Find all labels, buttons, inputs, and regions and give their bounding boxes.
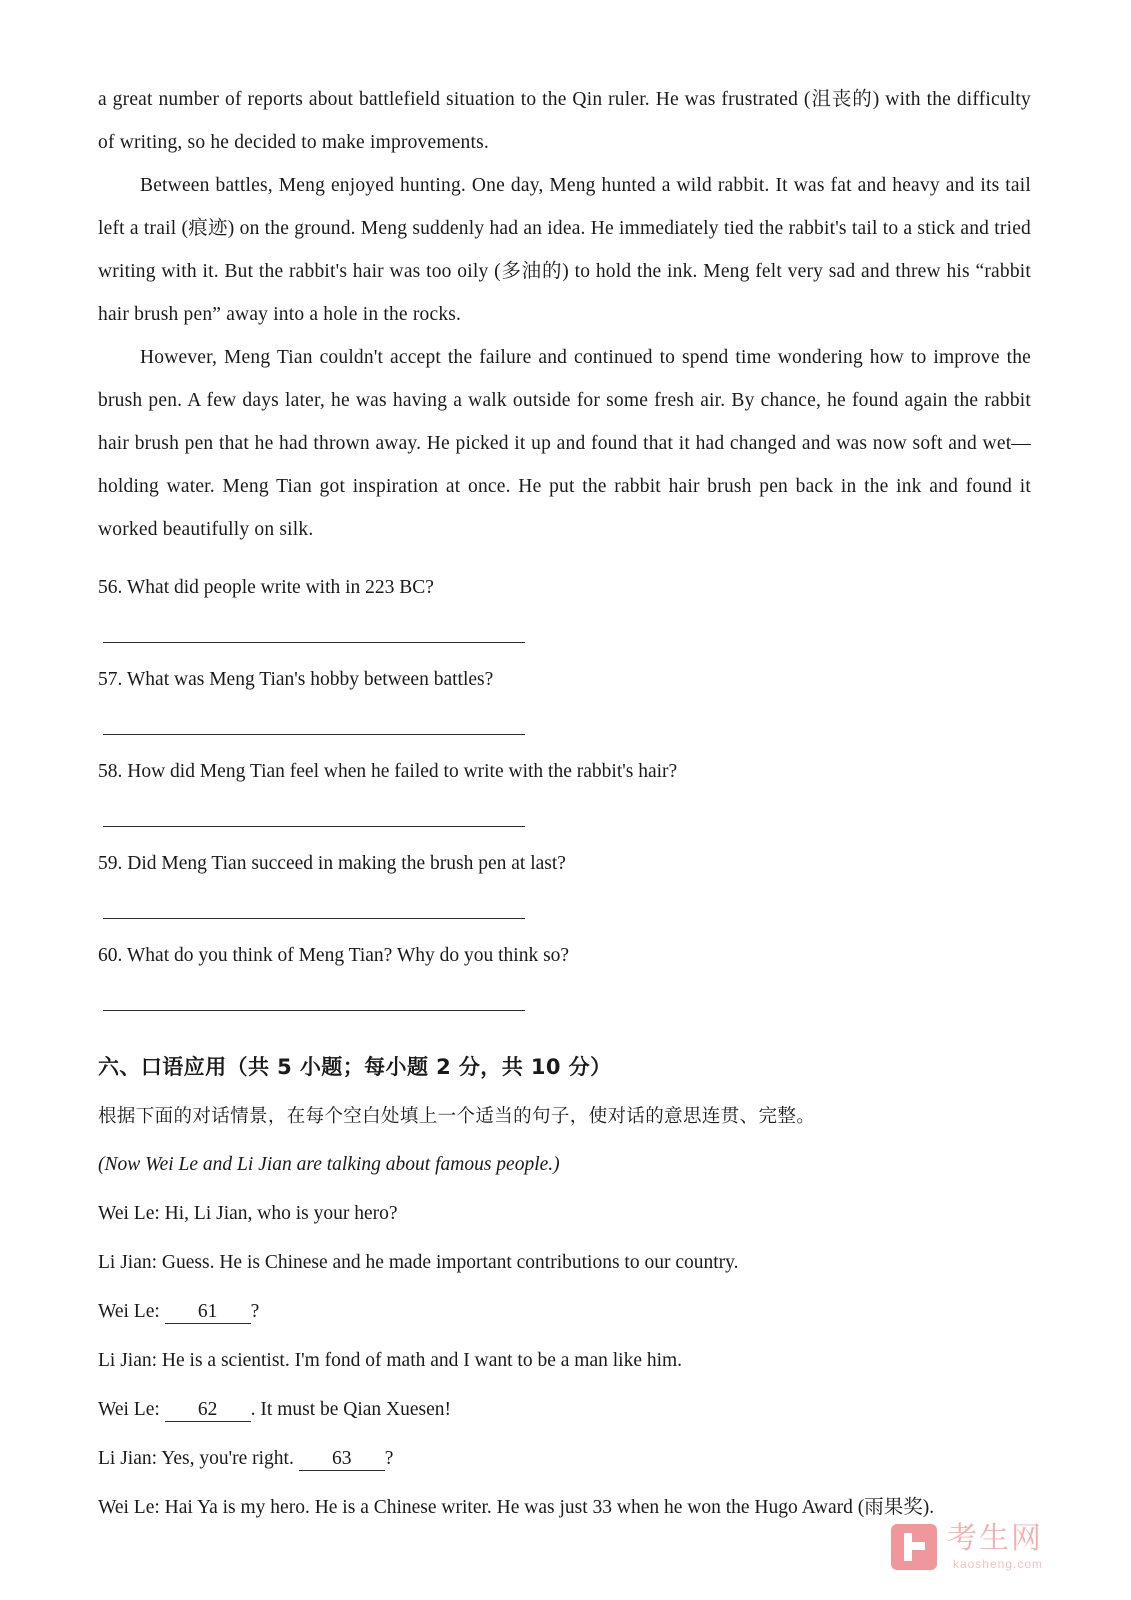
question-58: 58. How did Meng Tian feel when he failed to write with the rabbit's hair? xyxy=(98,761,678,782)
question-56: 56. What did people write with in 223 BC? xyxy=(98,577,434,598)
passage-paragraph-1: a great number of reports about battlefield situation to the Qin ruler. He was frustrated (沮丧的) with the difficulty of writing, so he decided to make improvements. xyxy=(98,89,1031,153)
dialog-line-1 xyxy=(98,1186,1031,1235)
dialog-text-after: ? xyxy=(384,1448,394,1469)
dialog-line-7 xyxy=(98,1480,1031,1529)
dialog-text: Guess. He is Chinese and he made important contributions to our country. xyxy=(161,1252,739,1273)
section-heading: 六、口语应用（共 5 小题；每小题 2 分，共 10 分） xyxy=(98,1055,612,1079)
dialog-text-after: ? xyxy=(250,1301,260,1322)
dialog-text: He is a scientist. I'm fond of math and I want to be a man like him. xyxy=(161,1350,683,1371)
dialog-blank-61[interactable]: 61 xyxy=(165,1301,251,1324)
question-60: 60. What do you think of Meng Tian? Why do you think so? xyxy=(98,945,570,966)
dialog-speaker: Wei Le: xyxy=(98,1203,160,1224)
passage-paragraph-3: However, Meng Tian couldn't accept the failure and continued to spend time wondering how to improve the brush pen. A few days later, he was having a walk outside for some fresh air. By chance, he found again the rabbit hair brush pen that he had thrown away. He picked it up and found that it had changed and was now soft and wet—holding water. Meng Tian got inspiration at once. He put the rabbit hair brush pen back in the ink and found it worked beautifully on silk. xyxy=(98,347,1031,540)
question-59: 59. Did Meng Tian succeed in making the brush pen at last? xyxy=(98,853,566,874)
dialog-speaker: Li Jian: xyxy=(98,1448,158,1469)
dialog-scene: (Now Wei Le and Li Jian are talking about famous people.) xyxy=(98,1154,560,1175)
dialog-speaker: Wei Le: xyxy=(98,1399,160,1420)
watermark-logo-icon xyxy=(891,1524,937,1570)
dialog-speaker: Wei Le: xyxy=(98,1301,160,1322)
answer-line-60[interactable] xyxy=(103,1010,525,1011)
dialog-line-2 xyxy=(98,1235,1031,1284)
dialog-speaker: Li Jian: xyxy=(98,1252,158,1273)
dialog-blank-63[interactable]: 63 xyxy=(299,1448,385,1471)
watermark xyxy=(891,1521,1043,1571)
question-57: 57. What was Meng Tian's hobby between battles? xyxy=(98,669,494,690)
watermark-text xyxy=(947,1521,1043,1571)
dialog-blank-62[interactable]: 62 xyxy=(165,1399,251,1422)
dialog-speaker: Wei Le: xyxy=(98,1497,160,1518)
watermark-cn-label: 考生网 xyxy=(947,1521,1043,1556)
watermark-en-label: kaosheng.com xyxy=(952,1557,1043,1571)
dialog-text-after: . It must be Qian Xuesen! xyxy=(250,1399,452,1420)
dialog-line-6 xyxy=(98,1431,1031,1480)
section-instruction: 根据下面的对话情景，在每个空白处填上一个适当的句子，使对话的意思连贯、完整。 xyxy=(98,1106,816,1127)
dialog-speaker: Li Jian: xyxy=(98,1350,158,1371)
dialog-text-before: Yes, you're right. xyxy=(161,1448,294,1469)
passage-paragraph-2: Between battles, Meng enjoyed hunting. One day, Meng hunted a wild rabbit. It was fat and heavy and its tail left a trail (痕迹) on the ground. Meng suddenly had an idea. He immediately tied the rabbit's tail to a stick and tried writing with it. But the rabbit's hair was too oily (多油的) to hold the ink. Meng felt very sad and threw his “rabbit hair brush pen” away into a hole in the rocks. xyxy=(98,175,1031,325)
dialog-text: Hai Ya is my hero. He is a Chinese writer. He was just 33 when he won the Hugo Award (雨果奖). xyxy=(164,1497,935,1518)
dialog-line-3 xyxy=(98,1284,1031,1333)
dialog-line-5 xyxy=(98,1382,1031,1431)
dialog-text: Hi, Li Jian, who is your hero? xyxy=(164,1203,398,1224)
dialog-line-4 xyxy=(98,1333,1031,1382)
